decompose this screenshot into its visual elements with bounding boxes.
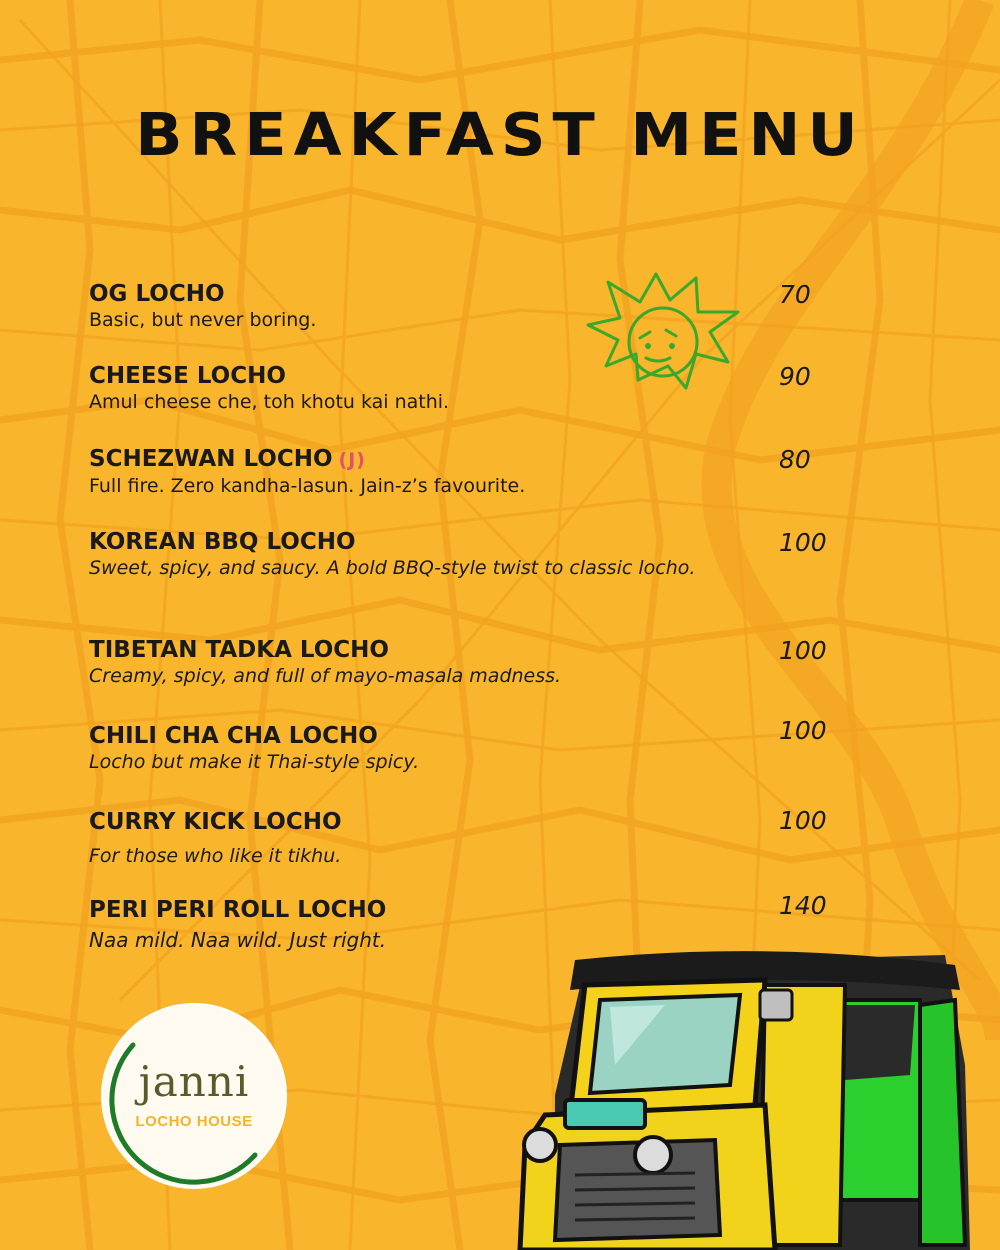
logo-name: janni: [138, 1057, 250, 1106]
menu-item: [89, 891, 849, 952]
item-description: Amul cheese che, toh khotu kai nathi.: [89, 391, 450, 413]
jain-tag: (J): [338, 449, 366, 471]
item-name: CURRY KICK LOCHO: [89, 809, 342, 835]
item-description: Sweet, spicy, and saucy. A bold BBQ-style twist to classic locho.: [89, 557, 696, 579]
menu-item: [89, 716, 849, 774]
item-name: CHILI CHA CHA LOCHO: [89, 723, 378, 749]
item-price: 140: [779, 891, 827, 920]
item-name: KOREAN BBQ LOCHO: [89, 529, 356, 555]
item-name: OG LOCHO: [89, 281, 225, 307]
item-description: Naa mild. Naa wild. Just right.: [89, 928, 387, 952]
item-name: PERI PERI ROLL LOCHO: [89, 897, 387, 923]
item-price: 100: [779, 716, 827, 745]
item-name: SCHEZWAN LOCHO: [89, 446, 333, 472]
item-description: Full fire. Zero kandha-lasun. Jain-z’s favourite.: [89, 475, 526, 497]
item-name: CHEESE LOCHO: [89, 363, 286, 389]
menu-item: [89, 528, 849, 580]
item-price: 100: [779, 528, 827, 557]
menu-item: [89, 808, 849, 868]
item-name-row: [89, 445, 849, 474]
logo-subtitle: LOCHO HOUSE: [135, 1113, 253, 1130]
menu-item: [89, 362, 849, 414]
item-description: Creamy, spicy, and full of mayo-masala madness.: [89, 665, 562, 687]
menu-item: [89, 445, 849, 498]
item-price: 80: [779, 445, 811, 474]
menu-item: [89, 636, 849, 688]
item-description: Locho but make it Thai-style spicy.: [89, 751, 420, 773]
item-description: For those who like it tikhu.: [89, 845, 342, 867]
auto-rickshaw-illustration: [515, 945, 985, 1250]
item-description: Basic, but never boring.: [89, 309, 317, 331]
menu-item: [89, 280, 849, 332]
item-price: 100: [779, 636, 827, 665]
brand-logo: [103, 1005, 285, 1187]
item-price: 70: [779, 280, 811, 309]
item-price: 100: [779, 806, 827, 835]
item-price: 90: [779, 362, 811, 391]
item-name: TIBETAN TADKA LOCHO: [89, 637, 389, 663]
menu-title: BREAKFAST MENU: [135, 99, 865, 170]
